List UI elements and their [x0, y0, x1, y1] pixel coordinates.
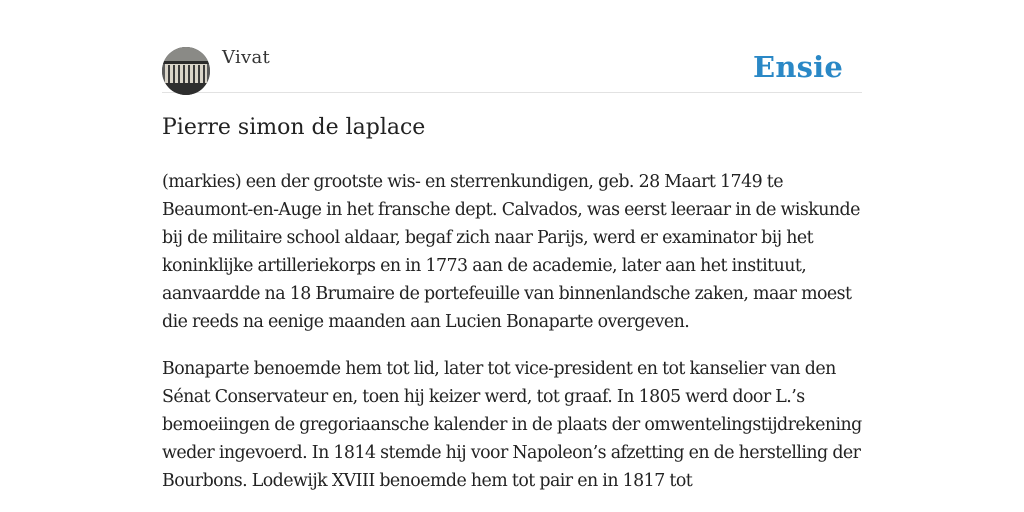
avatar-image [162, 47, 210, 95]
entry-body [162, 168, 866, 512]
author-avatar[interactable] [162, 47, 210, 95]
brand-logo[interactable]: Ensie [753, 50, 843, 84]
entry-paragraph: Bonaparte benoemde hem tot lid, later tot vice-president en tot kanselier van den Sénat Conservateur en, toen hij keizer werd, tot graaf. In 1805 werd door L.’s bemoeiingen de gregoriaansche kalender in de plaats der omwentelingstijdrekening weder ingevoerd. In 1814 stemde hij voor Napoleon’s afzetting en de herstelling der Bourbons. Lodewijk XVIII benoemde hem tot pair en in 1817 tot [162, 359, 862, 491]
entry-title: Pierre simon de laplace [162, 115, 426, 140]
entry-paragraph: (markies) een der grootste wis- en sterrenkundigen, geb. 28 Maart 1749 te Beaumont-en-Auge in het fransche dept. Calvados, was eerst leeraar in de wiskunde bij de militaire school aldaar, begaf zich naar Parijs, werd er examinator bij het koninklijke artilleriekorps en in 1773 aan de academie, later aan het instituut, aanvaardde na 18 Brumaire de portefeuille van binnenlandsche zaken, maar moest die reeds na eenige maanden aan Lucien Bonaparte overgeven. [162, 172, 860, 332]
author-name[interactable]: Vivat [222, 47, 271, 68]
header [162, 46, 862, 93]
